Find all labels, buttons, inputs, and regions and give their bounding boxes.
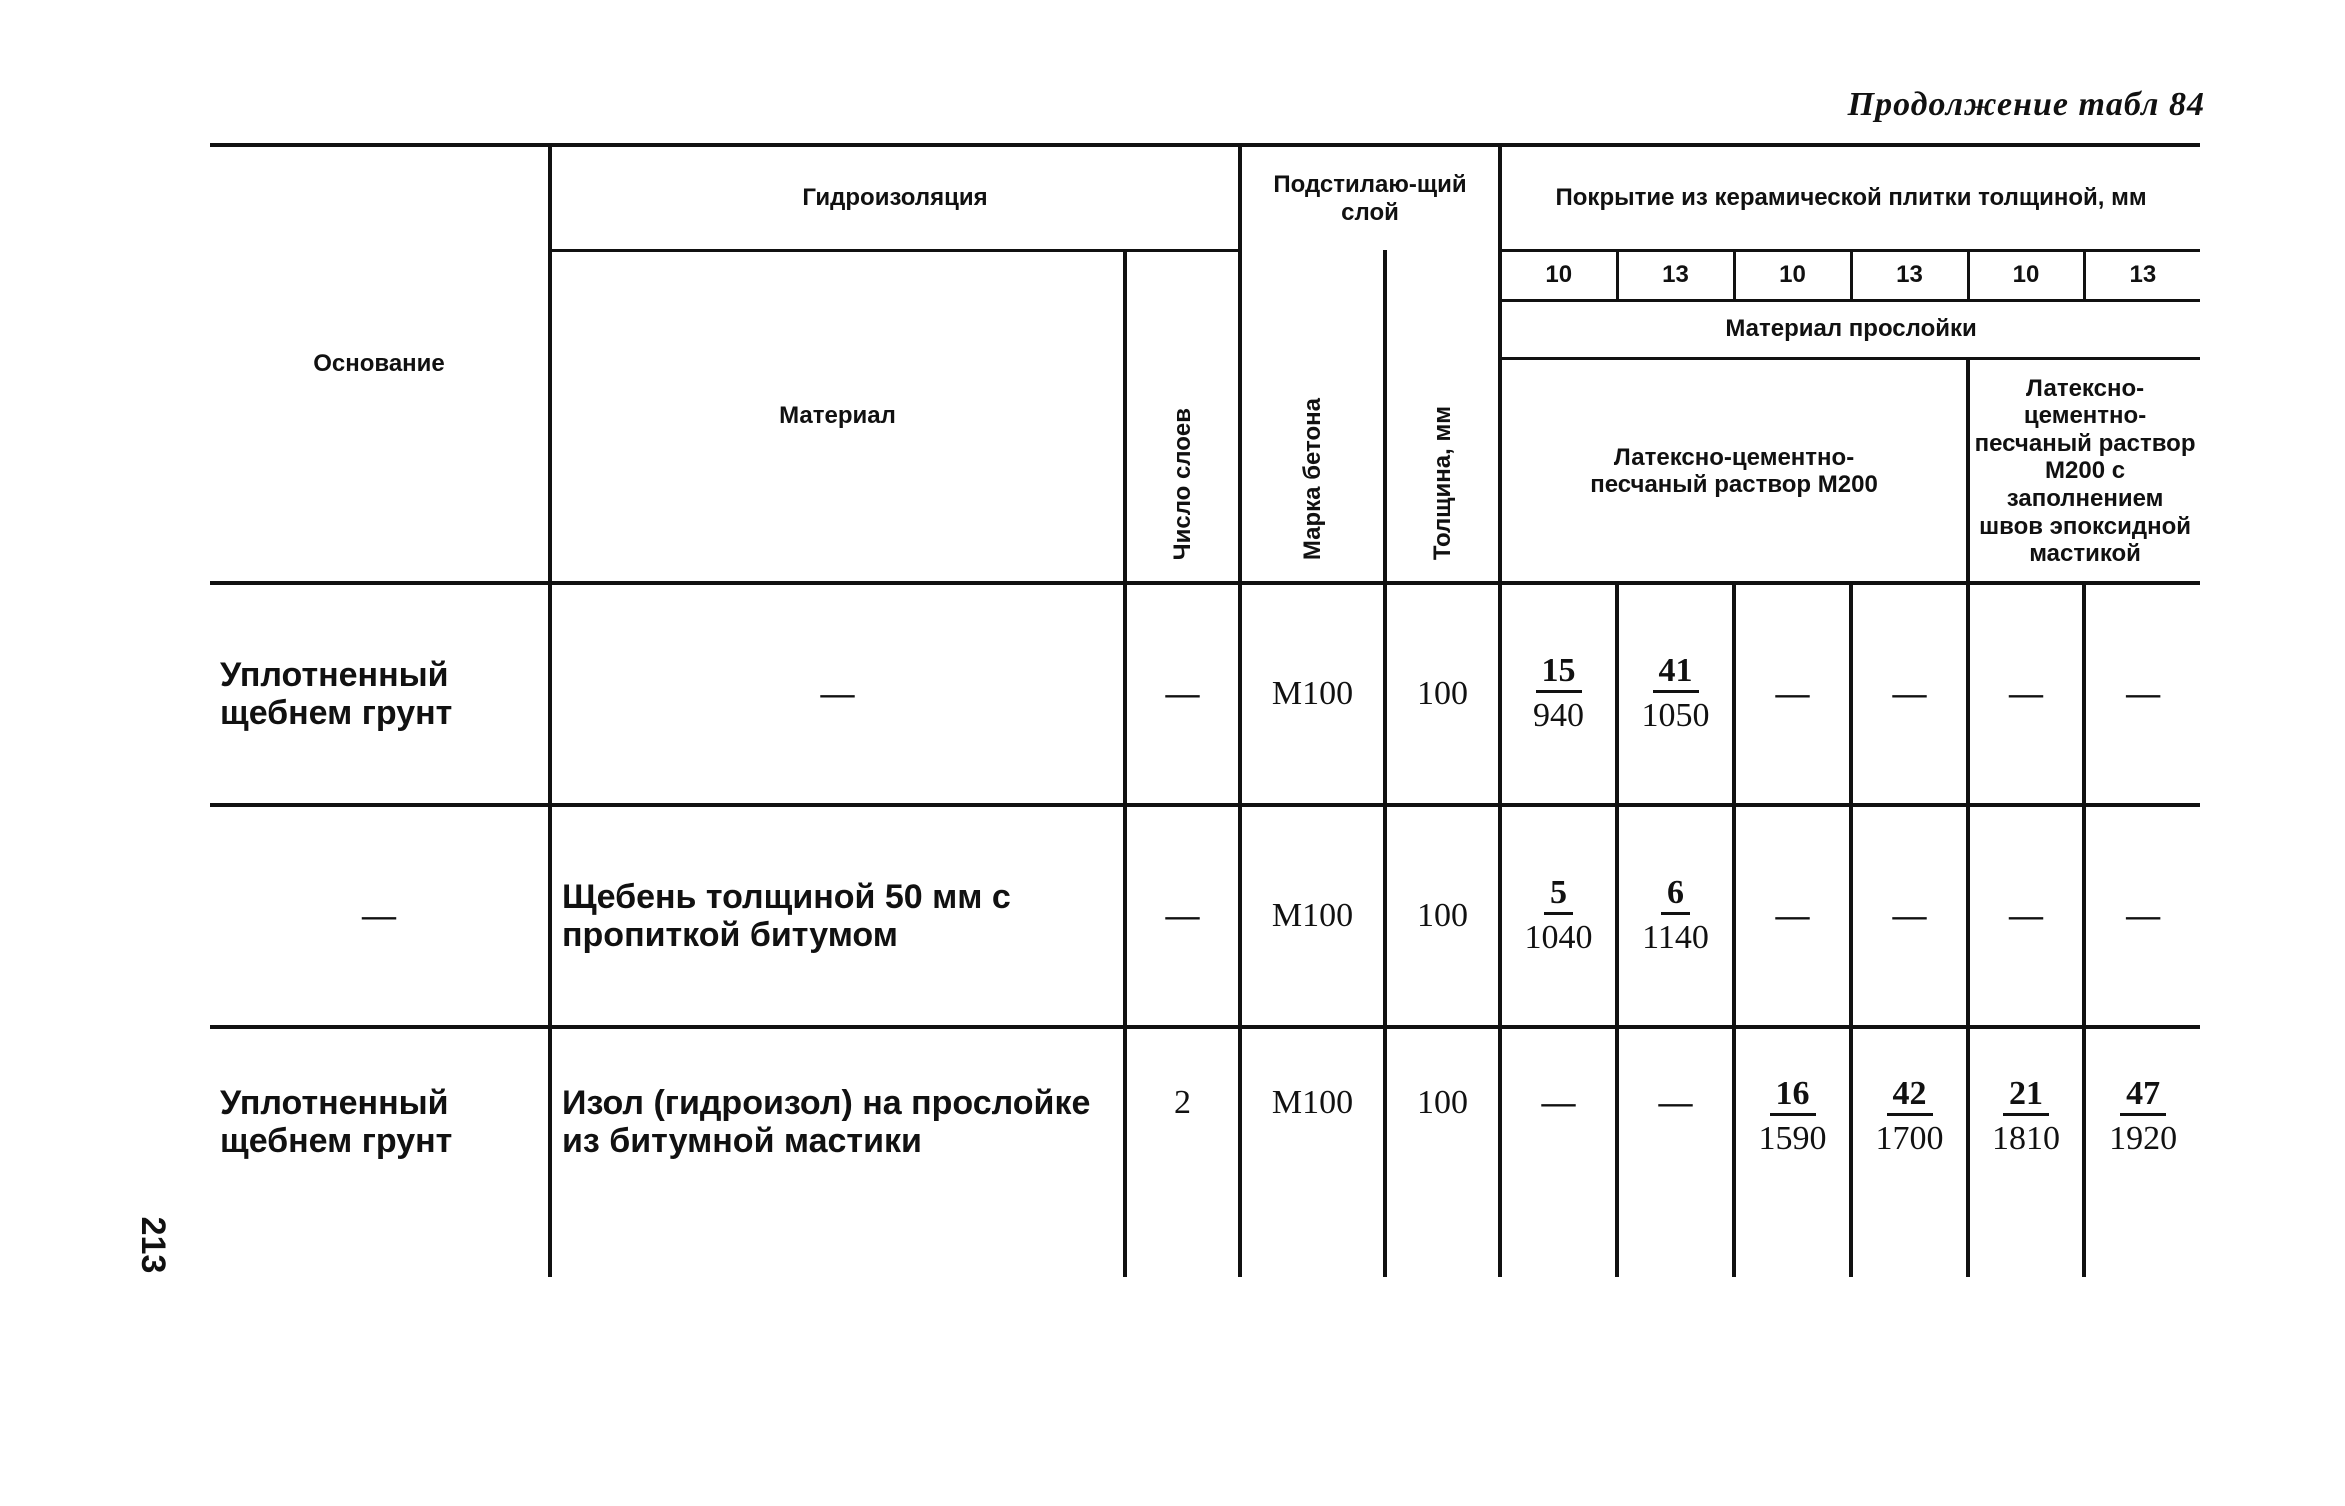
fraction-denominator: 1050 [1641,696,1710,734]
table-row [210,805,2200,1027]
fraction-denominator: 940 [1533,696,1585,734]
header-coating: Покрытие из керамической плитки толщиной, мм [1500,145,2200,250]
cell-value: — [1968,805,2084,1027]
header-thickness-value: 10 [1500,250,1617,300]
header-mortar-b: Латексно-цементно-песчаный раствор М200 с заполнением швов эпоксидной мастикой [1968,358,2200,583]
header-layers-text: Число слоев [1168,408,1196,561]
fraction-numerator: 21 [2003,1074,2049,1116]
cell-value [1500,805,1617,1027]
fraction [1876,1074,1944,1161]
fraction [1992,1074,2060,1161]
fraction-numerator: 47 [2120,1074,2166,1116]
fraction [1759,1074,1827,1161]
fraction-numerator: 15 [1536,651,1582,693]
cell-value: — [1851,805,1968,1027]
cell-value [1500,583,1617,805]
header-thickness-value: 13 [1617,250,1734,300]
fraction-denominator: 1700 [1875,1120,1944,1158]
data-table [210,143,2200,1277]
cell-value [1617,805,1734,1027]
cell-value: — [2084,583,2200,805]
cell-base: Уплотненный щебнем грунт [210,583,550,805]
cell-value [2084,1027,2200,1277]
cell-value: — [1617,1027,1734,1277]
cell-thickness: 100 [1385,805,1500,1027]
header-base: Основание [210,145,550,583]
fraction-numerator: 42 [1887,1074,1933,1116]
fraction-denominator: 1140 [1642,918,1709,956]
header-underlay: Подстилаю-щий слой [1240,145,1500,250]
fraction-numerator: 5 [1544,873,1573,915]
header-waterproofing: Гидроизоляция [550,145,1240,250]
header-concrete-grade [1240,250,1385,583]
cell-base: — [210,805,550,1027]
cell-layers: 2 [1125,1027,1240,1277]
cell-grade: М100 [1240,805,1385,1027]
header-thickness-text: Толщина, мм [1428,406,1456,561]
header-interlayer-material: Материал прослойки [1500,300,2200,358]
fraction-numerator: 41 [1653,651,1699,693]
cell-value [1617,583,1734,805]
fraction-numerator: 16 [1770,1074,1816,1116]
header-thickness-value: 10 [1734,250,1851,300]
table-row [210,583,2200,805]
cell-value: — [1968,583,2084,805]
cell-layers: — [1125,805,1240,1027]
cell-material: — [550,583,1125,805]
fraction [1525,873,1593,960]
cell-material: Щебень толщиной 50 мм с пропиткой битумом [550,805,1125,1027]
cell-grade: М100 [1240,583,1385,805]
cell-grade: М100 [1240,1027,1385,1277]
cell-thickness: 100 [1385,1027,1500,1277]
cell-value: — [2084,805,2200,1027]
fraction-numerator: 6 [1661,873,1690,915]
fraction [1642,651,1710,738]
fraction-denominator: 1040 [1524,918,1593,956]
cell-thickness: 100 [1385,583,1500,805]
header-thickness-value: 10 [1968,250,2084,300]
cell-base: Уплотненный щебнем грунт [210,1027,550,1277]
cell-layers: — [1125,583,1240,805]
header-thickness-value: 13 [2084,250,2200,300]
header-material: Материал [550,250,1125,583]
cell-material: Изол (гидроизол) на прослойке из битумной мастики [550,1027,1125,1277]
fraction [1533,651,1584,738]
page-number: 213 [134,1216,173,1274]
cell-value: — [1734,583,1851,805]
fraction-denominator: 1590 [1758,1120,1827,1158]
fraction-denominator: 1810 [1992,1120,2061,1158]
table-row [210,1027,2200,1277]
cell-value [1968,1027,2084,1277]
header-layers [1125,250,1240,583]
cell-value: — [1500,1027,1617,1277]
cell-value: — [1851,583,1968,805]
header-concrete-grade-text: Марка бетона [1298,398,1326,561]
header-thickness [1385,250,1500,583]
fraction [1642,873,1709,960]
header-mortar-a: Латексно-цементно-песчаный раствор М200 [1500,358,1968,583]
cell-value [1851,1027,1968,1277]
fraction-denominator: 1920 [2109,1120,2178,1158]
fraction [2109,1074,2177,1161]
table-caption: Продолжение табл 84 [1847,86,2205,123]
cell-value [1734,1027,1851,1277]
header-thickness-value: 13 [1851,250,1968,300]
cell-value: — [1734,805,1851,1027]
